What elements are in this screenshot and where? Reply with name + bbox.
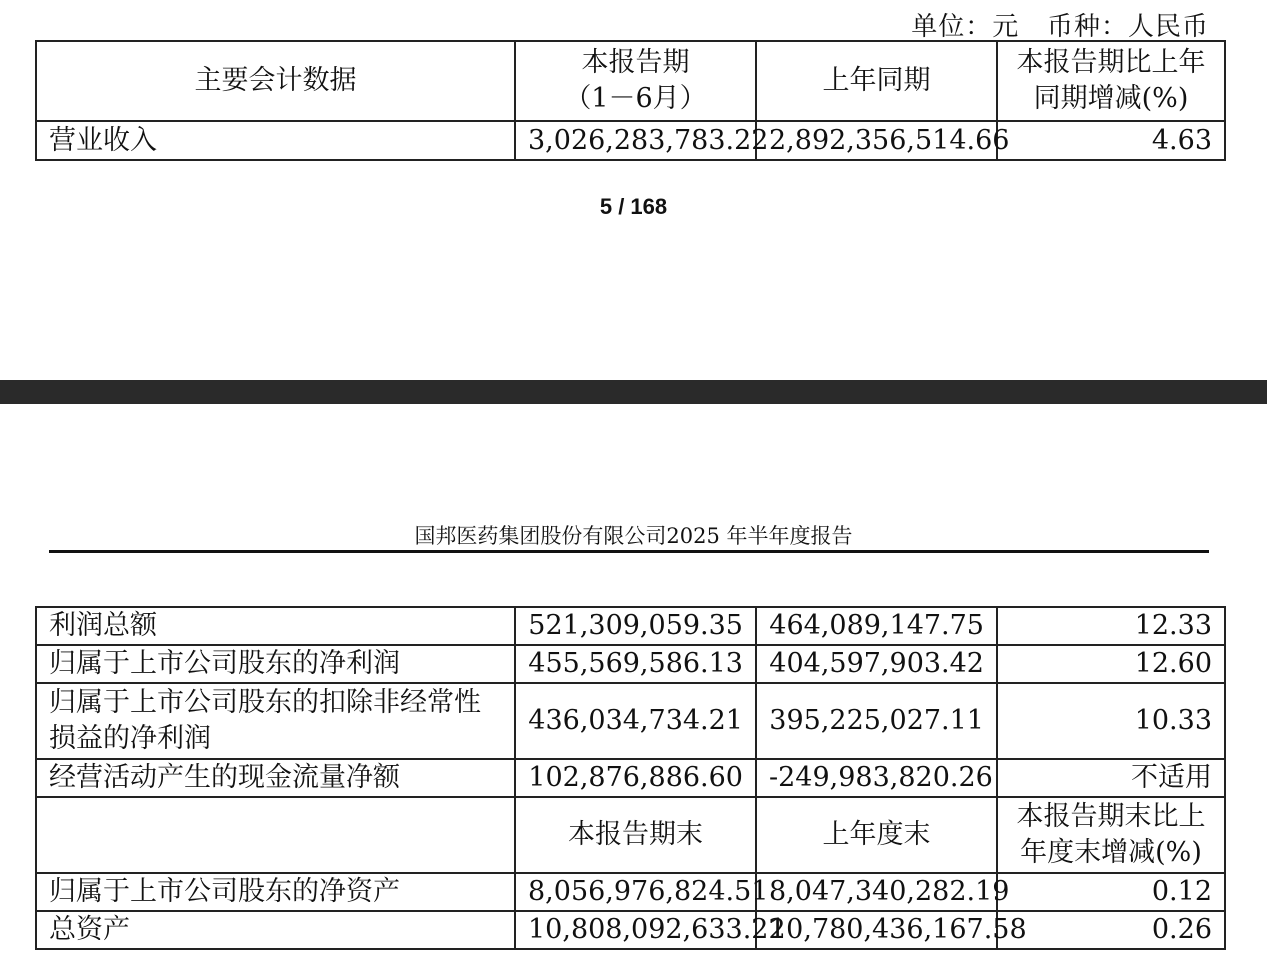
- table-row: [36, 121, 1225, 160]
- row-label: 归属于上市公司股东的净利润: [36, 645, 515, 683]
- table-header-row: [36, 41, 1225, 121]
- row-label: [36, 797, 515, 873]
- header-change-percent: 本报告期比上年 同期增减(%): [997, 41, 1225, 121]
- prior-value: 10,780,436,167.58: [756, 911, 997, 949]
- change-value: 0.26: [997, 911, 1225, 949]
- page-number: 5 / 168: [599, 194, 668, 219]
- change-value: 10.33: [997, 683, 1225, 759]
- prior-value: 2,892,356,514.66: [756, 121, 997, 160]
- unit-currency-note: 单位：元 币种：人民币: [911, 12, 1209, 42]
- row-label: 总资产: [36, 911, 515, 949]
- header-current-period: 本报告期 （1－6月）: [515, 41, 756, 121]
- key-accounting-data-table-bottom: [35, 606, 1226, 950]
- table-row: [36, 645, 1225, 683]
- current-value: 455,569,586.13: [515, 645, 756, 683]
- change-value: 12.60: [997, 645, 1225, 683]
- row-label: 营业收入: [36, 121, 515, 160]
- change-value: 0.12: [997, 873, 1225, 911]
- key-accounting-data-table-top: [35, 40, 1226, 161]
- row-label: 利润总额: [36, 607, 515, 645]
- prior-value: 464,089,147.75: [756, 607, 997, 645]
- prior-value: 404,597,903.42: [756, 645, 997, 683]
- row-label: 经营活动产生的现金流量净额: [36, 759, 515, 797]
- row-label: 归属于上市公司股东的净资产: [36, 873, 515, 911]
- current-value: 10,808,092,633.22: [515, 911, 756, 949]
- header-period-end: 本报告期末: [515, 797, 756, 873]
- header-prior-period: 上年同期: [756, 41, 997, 121]
- table-subheader-row: [36, 797, 1225, 873]
- row-label: 归属于上市公司股东的扣除非经常性损益的净利润: [36, 683, 515, 759]
- table-row: [36, 873, 1225, 911]
- report-running-header: 国邦医药集团股份有限公司2025 年半年度报告: [414, 524, 853, 548]
- header-main-data: 主要会计数据: [36, 41, 515, 121]
- current-value: 3,026,283,783.22: [515, 121, 756, 160]
- header-rule: [49, 550, 1209, 553]
- table-row: [36, 911, 1225, 949]
- page-divider: [0, 380, 1267, 404]
- table-row: [36, 759, 1225, 797]
- prior-value: 8,047,340,282.19: [756, 873, 997, 911]
- change-value: 12.33: [997, 607, 1225, 645]
- prior-value: 395,225,027.11: [756, 683, 997, 759]
- header-change-percent: 本报告期末比上年度末增减(%): [997, 797, 1225, 873]
- prior-value: -249,983,820.26: [756, 759, 997, 797]
- current-value: 436,034,734.21: [515, 683, 756, 759]
- change-value: 4.63: [997, 121, 1225, 160]
- change-value: 不适用: [997, 759, 1225, 797]
- current-value: 521,309,059.35: [515, 607, 756, 645]
- header-prior-year-end: 上年度末: [756, 797, 997, 873]
- current-value: 102,876,886.60: [515, 759, 756, 797]
- table-row: [36, 683, 1225, 759]
- current-value: 8,056,976,824.51: [515, 873, 756, 911]
- table-row: [36, 607, 1225, 645]
